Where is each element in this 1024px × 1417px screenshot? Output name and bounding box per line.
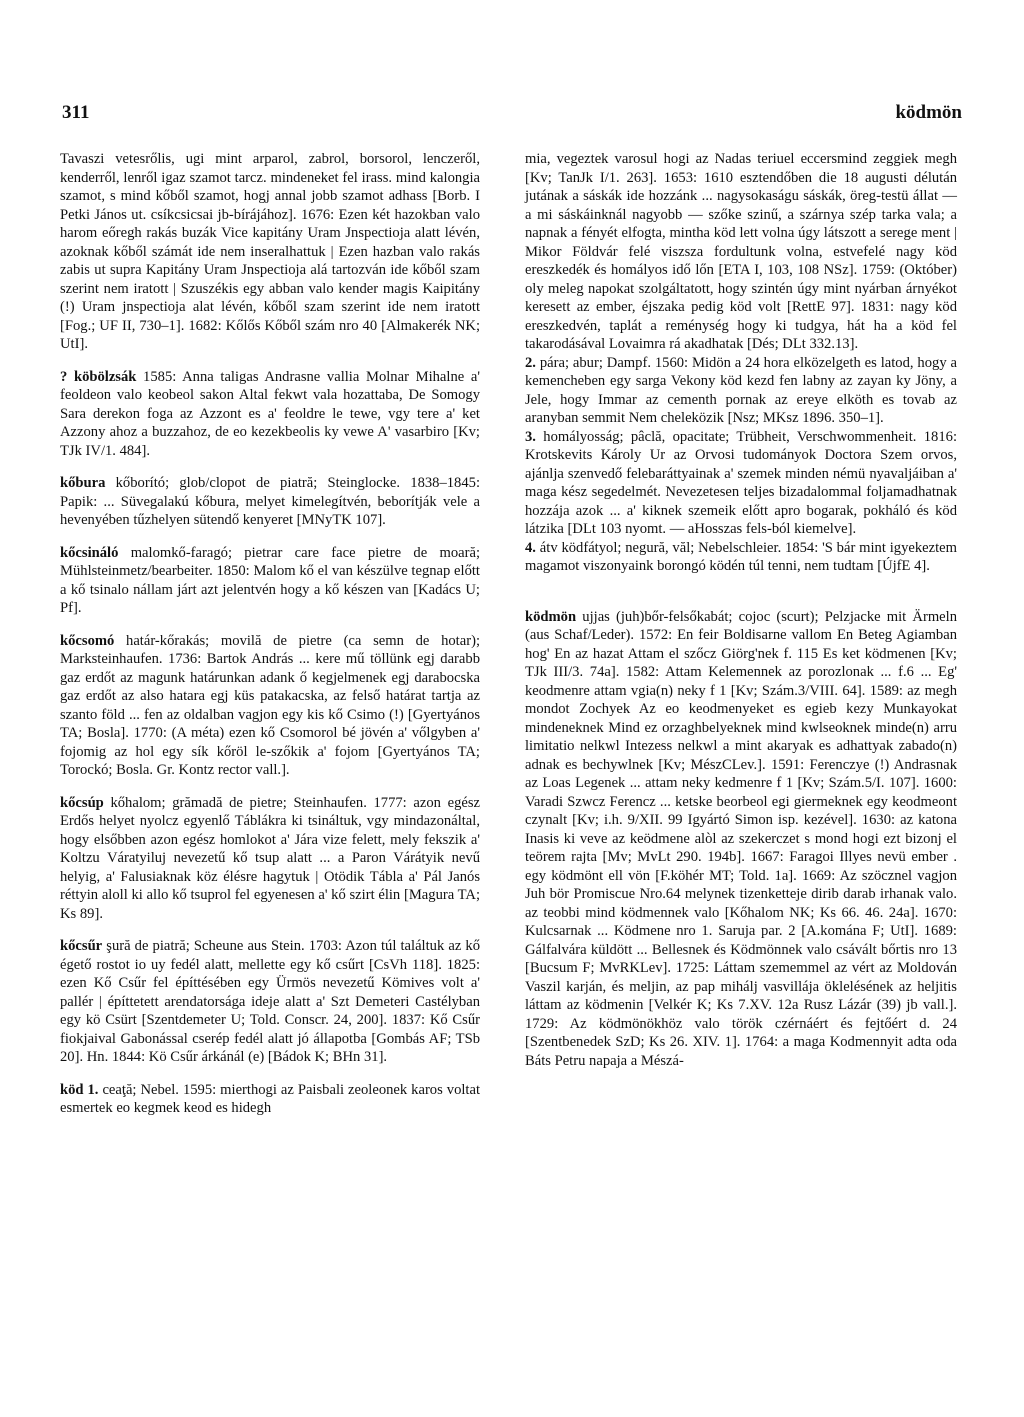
entry [525,150,957,354]
entry-text: pára; abur; Dampf. 1560: Midön a 24 hora elközelgeth es latod, hogy a kemencheben egy sarga Vekony köd kezd fen labny az zayan ky Jöny, a Jele, hogy Immar az cementh pornak az ereye elköth es tovab az aranyban semmit Nem cheleközik [Nsz; MKsz 1896. 350–1]. [525,354,957,426]
entry-text: ujjas (juh)bőr-felsőkabát; cojoc (scurt); Pelzjacke mit Ärmeln (aus Schaf/Leder). 1572: En feir Boldisarne vallom En Beteg Agiamban hog' En az hazat Attam el szőcz Giörg'nek f. 115 Es ket ködmenen [Kv; TJk III/3. 74a]. 1582: Attam Kelemennek az porozlonak ... f.6 ... Eg' keodmenre attam vgia(n) neky f 1 [Kv; Szám.3/VIII. 64]. 1589: az megh mondot Zochyek Az eo keodmenyeket es egieb kezy Munkayokat mindeneknek Mind ez orzaghbelyeknek mind kwlseoknek minde(n) arru limitatio nelkwl Intezess nelkwl a mint akaryak es adhattyak zabado(n) adnak es bechywlnek [Kv; MészCLev.]. 1591: Ferenczye (!) Andrasnak az Loas Legenek ... attam neky kedmenre f 1 [Kv; Szám.5/I. 107]. 1600: Varadi Szwcz Ferencz ... ketske beorbeol egi giermeknek egy keodmeont czynalt [Kv; i.h. 9/XII. 99 Igyártó Simon isp. kezével]. 1630: az katona Inasis ki veve az keödmene alòl az szekerczet s mond hogi ezt bizonj el teörem rajta [Mv; MvLt 290. 194b]. 1667: Faragoi Illyes nevü ember . egy ködmönt ell vön [F.köhér MT; Told. 1a]. 1669: Az szöcznel vagjon Juh bör Promiscue Nro.64 melynek tizenketteje dirib darab irhanak valo. az teobbi mind ködmennek valo [Kőhalom NK; Ks 66. 46. 24a]. 1670: Kulcsarnak ... Ködmene nro 1. Saruja par. 2 [A.komána F; UtI]. 1689: Gálfalvára küldött ... Bellesnek és Ködmönnek valo csávált bőrtis nro 13 [Bucsum F; MvRKLev]. 1725: Láttam szememmel az vért az Moldován Vaszil karján, és meljin, az pap mihálj vasvillája öklelésének az heljitis láttam az ködmenin [Velkér K; Ks 7.XV. 12a Rusz Lázár (39) jb vall.]. 1729: Az ködmönökhöz valo török czérnáért és fejtőért d. 24 [Szentbenedek SzD; Ks 26. XIV. 1]. 1764: a maga Kodmennyit adta oda Báts Petru napaja a Mészá- [525,608,957,1069]
entry-text: átv ködfátyol; negură, văl; Nebelschleier. 1854: 'S bár mint igyekeztem magamot viszonyaink borongó ködén túl tenni, nem tudtam [ÚjfE 4]. [525,539,957,574]
entry [60,150,480,354]
entry-headword: ködmön [525,608,577,625]
running-head: ködmön [895,102,962,123]
entry [60,794,480,924]
entry [525,354,957,428]
entry-text: kőhalom; grămadă de pietre; Steinhaufen. 1777: azon egész Erdős helyet nyolcz egyenlő Táblákra ki tsináltuk, vgy mindazonáltal, hogy elsőbben azon egész homlokot a' Jára vize felett, mely fekszik a' Koltzu Váratyiluj nevezetű kő tsup alatt ... a Paron Várátyik nevű helyig, a' Falusiaknak köz élésre hagytuk | Otödik Tábla a' Pál Janós réttyin aloll ki allo kő tsuprol fel egyenesen a' kő szirt élin [Magura TA; Ks 89]. [60,794,480,922]
entry-headword: 2. [525,354,536,371]
entry [60,544,480,618]
entry-text: 1585: Anna taligas Andrasne vallia Molnar Mihalne a' feoldeon valo keobeol sakon Altal fekwt vala hozattaba, De Somogy Sara derekon foga az Azzont es a' feoldre le tewe, vgy tere a' ket Azzony ahoz a buzzahoz, de eo kezekbeolis ky vewe A' vasarbiro [Kv; TJk IV/1. 484]. [60,368,480,459]
entry-text: ceaţă; Nebel. 1595: mierthogi az Paisbali zeoleonek karos voltat esmertek eo kegmek keod es hidegh [60,1081,481,1116]
left-column [60,150,480,1118]
entry-headword: kőcsűr [60,938,103,954]
entry [60,937,480,1067]
entry-text: malomkő-faragó; pietrar care face pietre de moară; Mühlsteinmetz/bearbeiter. 1850: Malom kő el van készülve tegnap előtt a kő tsinalo nállam járt azt jelentvén hogy a kő készen van [Kadács U; Pf]. [60,544,480,616]
entry [60,368,480,461]
page-number: 311 [62,102,90,123]
entry-headword: kőbura [60,475,106,491]
entry-headword: kőcsomó [60,632,115,649]
entry [60,1081,480,1118]
entry-headword: kőcsináló [60,544,119,561]
entry-text: kőborító; glob/clopot de piatră; Steinglocke. 1838–1845: Papik: ... Süvegalakú kőbura, melyet kimelegítvén, beborítják vele a hevenyében tűzhelyen sütendő kenyeret [MNyTK 107]. [60,475,480,528]
entry [60,474,480,530]
entry [525,428,957,539]
entry-text: şură de piatră; Scheune aus Stein. 1703: Azon túl találtuk az kő égető rostot io uy fedél alatt, mellette egy kő csűrt [CsVh 118]. 1825: ezen Kő Csűr fel építtésében egy Ürmös nevezetű Kömives volt a' pallér | építtetett arendatorsága ideje alatt a' Szt Demeteri Castélyban egy kö Csürt [Szentdemeter U; Told. Conscr. 24, 200]. 1837: Kő Csűr fiokjaival Gabonással cserép fedél alatt jó állapotba [Gombás AF; TSb 20]. Hn. 1844: Kö Csűr árkánál (e) [Bádok K; BHn 31]. [60,938,480,1065]
entry-text: Tavaszi vetesrőlis, ugi mint arparol, zabrol, borsorol, lenczeről, kenderről, lenről igaz szamot tarcz. mindeneket fel irass. mind kalongia szamot, s mind kőből szamot, hogj annal jobb szamot adhass [Borb. I Petki János ut. csíkcsicsai jb-bírájához]. 1676: Ezen két hazokban valo harom eőregh rakás buzák Vice kapitány Uram Jnspectioja alatt lévén, azoknak kőből számát ide nem inseralhattuk | Ezen hazban valo rakás zabis ut supra Kapitány Uram Jnspectioja alá tartozván ide kőből szam szerint nem iratott | Szuszékis egy abban valo kender magis Kaipitány (!) Uram jnspectioja alat lévén, kőből szam szerint ide nem iratott [Fog.; UF II, 730–1]. 1682: Kőlős Kőből szám nro 40 [Almakerék NK; UtI]. [60,151,480,352]
entry-headword: köd 1. [60,1081,99,1098]
entry [525,539,957,576]
entry-text: határ-kőrakás; movilă de pietre (ca semn de hotar); Marksteinhaufen. 1736: Bartok András ... kere mű töllünk egj darabb gaz erdőt az magunk határunkan adank ő kegjelmenek egj darabocska gaz erdőt az also hatara egj küs patakacska, az felső határat tartja az szanto föld ... fen az oldalban vagjon egy kis kő Csimo (!) [Gyertyános TA; Bosla]. 1770: (A méta) ezen kő Csomorol bé jövén a' vőlgyben a' fojomig az hol egy sík kőröl le-szőkik a' fojom [Gyertyános TA; Torockó; Bosla. Gr. Kontz rector vall.]. [60,632,480,778]
entry-text: mia, vegeztek varosul hogi az Nadas teriuel eccersmind zeggiek megh [Kv; TanJk I/1. 263]. 1653: 1610 esztendőben die 18 augusti délután jutának a sáskák ide hozzánk ... nagysokaságu sáskák, öreg-testü állat — a mi sáskáinknál nagyobb — szőke szinű, a szárnya szép tarka vala; a napnak a fényét elfogta, mintha köd lett volna úgy látszott a serege ment | Mikor Földvár felé viszsza fordultunk volna, estvefelé nagy köd ereszkedék és homályos idő lőn [ETA I, 103, 108 NSz]. 1759: (Október) oly meleg napokat szolgáltatott, hogy szintén úgy mint nyárban árnyékot keresett az ember, éjszaka pedig köd volt [RettE 97]. 1831: nagy köd ereszkedvén, taplát a reménység hogy ki tudgya, hát ha a köd fel takarodásával Lovaimra rá akadhatak [Dés; DLt 332.13]. [525,151,957,352]
entry-headword: 3. [525,428,536,445]
entry-headword: kőcsúp [60,794,104,811]
entry-text: homályosság; pâclă, opacitate; Trübheit, Verschwommenheit. 1816: Krotskevits Károly Ur az Orvosi tudományok Doctora Szem orvos, ajánlja szenvedő felebaráttyainak a' szemek minden némü nyavaljáiban a' maga kész segedelmét. Nevezetesen teljes bizadalommal foljamadhatnak hozzája azok ... a' kiknek szemeik előtt apro bogarak, pokháló és köd látzika [DLt 103 nyomt. — aHosszas fels-ból kiemelve]. [525,428,957,537]
entry [525,608,957,1071]
entry-headword: ? köbölzsák [60,368,137,385]
right-column [525,150,957,1070]
entry-headword: 4. [525,539,536,556]
entry [60,632,480,780]
